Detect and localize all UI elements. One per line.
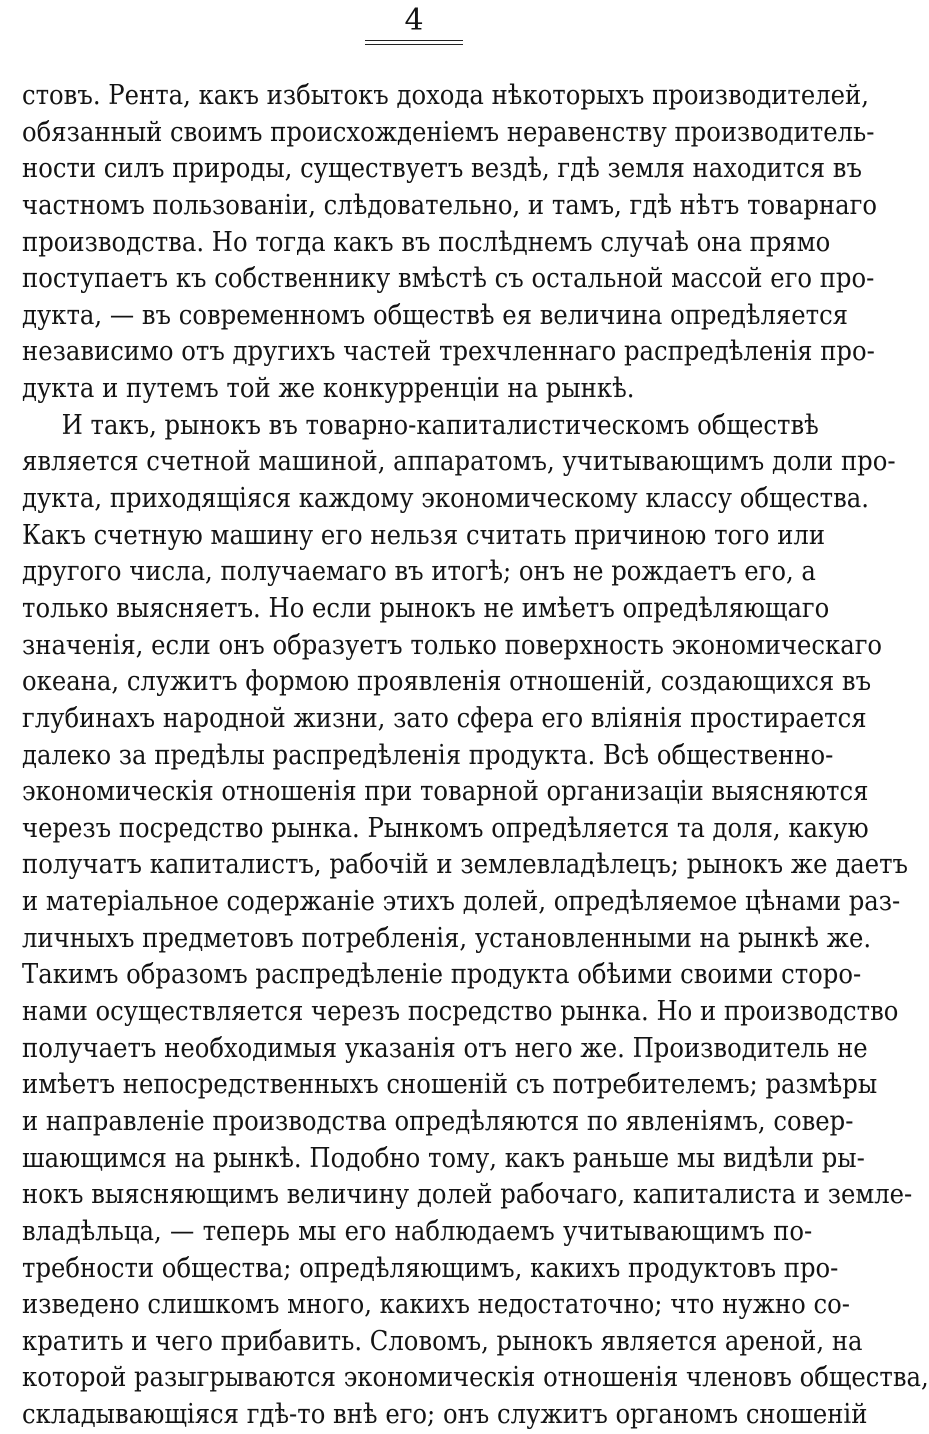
text-line: Какъ счетную машину его нельзя считать причиною того или — [22, 519, 826, 551]
text-line: океана, служитъ формою проявленія отношеній, создающихся въ — [22, 666, 872, 698]
page-number: 4 — [404, 3, 424, 38]
text-line: изведено слишкомъ много, какихъ недостаточно; что нужно со- — [22, 1289, 850, 1321]
paragraph-first-line: И такъ, рынокъ въ товарно-капиталистическомъ обществѣ — [61, 409, 819, 441]
text-line: нокъ выясняющимъ величину долей рабочаго, капиталиста и земле- — [22, 1179, 913, 1211]
text-line: обязанный своимъ происхожденіемъ неравенству производитель- — [22, 116, 875, 148]
text-line: независимо отъ другихъ частей трехчленнаго распредѣленія про- — [22, 336, 875, 368]
body-text — [22, 78, 929, 1434]
text-line: владѣльца, — теперь мы его наблюдаемъ учитывающимъ по- — [22, 1215, 813, 1247]
text-line: черезъ посредство рынка. Рынкомъ опредѣляется та доля, какую — [22, 812, 869, 844]
text-line: и матеріальное содержаніе этихъ долей, опредѣляемое цѣнами раз- — [22, 886, 901, 918]
text-line: и направленіе производства опредѣляются по явленіямъ, совер- — [22, 1105, 854, 1137]
text-line: другого числа, получаемаго въ итогѣ; онъ не рождаетъ его, а — [22, 556, 816, 588]
text-line: Такимъ образомъ распредѣленіе продукта обѣими своими сторо- — [22, 959, 862, 991]
text-line: частномъ пользованіи, слѣдовательно, и тамъ, гдѣ нѣтъ товарнаго — [22, 189, 877, 221]
text-line: дукта, приходящіяся каждому экономическому классу общества. — [22, 483, 869, 515]
text-line: требности общества; опредѣляющимъ, какихъ продуктовъ про- — [22, 1252, 839, 1284]
text-line: является счетной машиной, аппаратомъ, учитывающимъ доли про- — [22, 446, 896, 478]
text-line: экономическія отношенія при товарной организаціи выясняются — [22, 776, 869, 808]
text-line: далеко за предѣлы распредѣленія продукта. Всѣ общественно- — [22, 739, 834, 771]
page-header — [0, 4, 828, 45]
header-rule — [365, 40, 463, 45]
text-line: которой разыгрываются экономическія отношенія членовъ общества, — [22, 1362, 929, 1394]
text-line: шающимся на рынкѣ. Подобно тому, какъ раньше мы видѣли ры- — [22, 1142, 865, 1174]
text-line: имѣетъ непосредственныхъ сношеній съ потребителемъ; размѣры — [22, 1069, 878, 1101]
text-line: стовъ. Рента, какъ избытокъ дохода нѣкоторыхъ производителей, — [22, 80, 869, 111]
text-line: дукта, — въ современномъ обществѣ ея величина опредѣляется — [22, 299, 849, 331]
text-line: складывающіяся гдѣ-то внѣ его; онъ служитъ органомъ сношеній — [22, 1399, 868, 1431]
text-line: значенія, если онъ образуетъ только поверхность экономическаго — [22, 629, 883, 661]
text-line: только выясняетъ. Но если рынокъ не имѣетъ опредѣляющаго — [22, 592, 830, 624]
text-line: нами осуществляется черезъ посредство рынка. Но и производство — [22, 996, 899, 1028]
paragraph-end-line: дукта и путемъ той же конкурренціи на рынкѣ. — [22, 373, 635, 405]
text-line: ности силъ природы, существуетъ вездѣ, гдѣ земля находится въ — [22, 153, 862, 185]
text-line: кратить и чего прибавить. Словомъ, рынокъ является ареной, на — [22, 1325, 863, 1357]
text-line: получаетъ необходимыя указанія отъ него же. Производитель не — [22, 1032, 868, 1064]
text-line: глубинахъ народной жизни, зато сфера его вліянія простирается — [22, 702, 867, 734]
text-line: личныхъ предметовъ потребленія, установленными на рынкѣ же. — [22, 922, 872, 954]
text-line: получатъ капиталистъ, рабочій и землевладѣлецъ; рынокъ же даетъ — [22, 849, 908, 881]
text-line: производства. Но тогда какъ въ послѣднемъ случаѣ она прямо — [22, 226, 831, 258]
text-line: поступаетъ къ собственнику вмѣстѣ съ остальной массой его про- — [22, 263, 875, 295]
